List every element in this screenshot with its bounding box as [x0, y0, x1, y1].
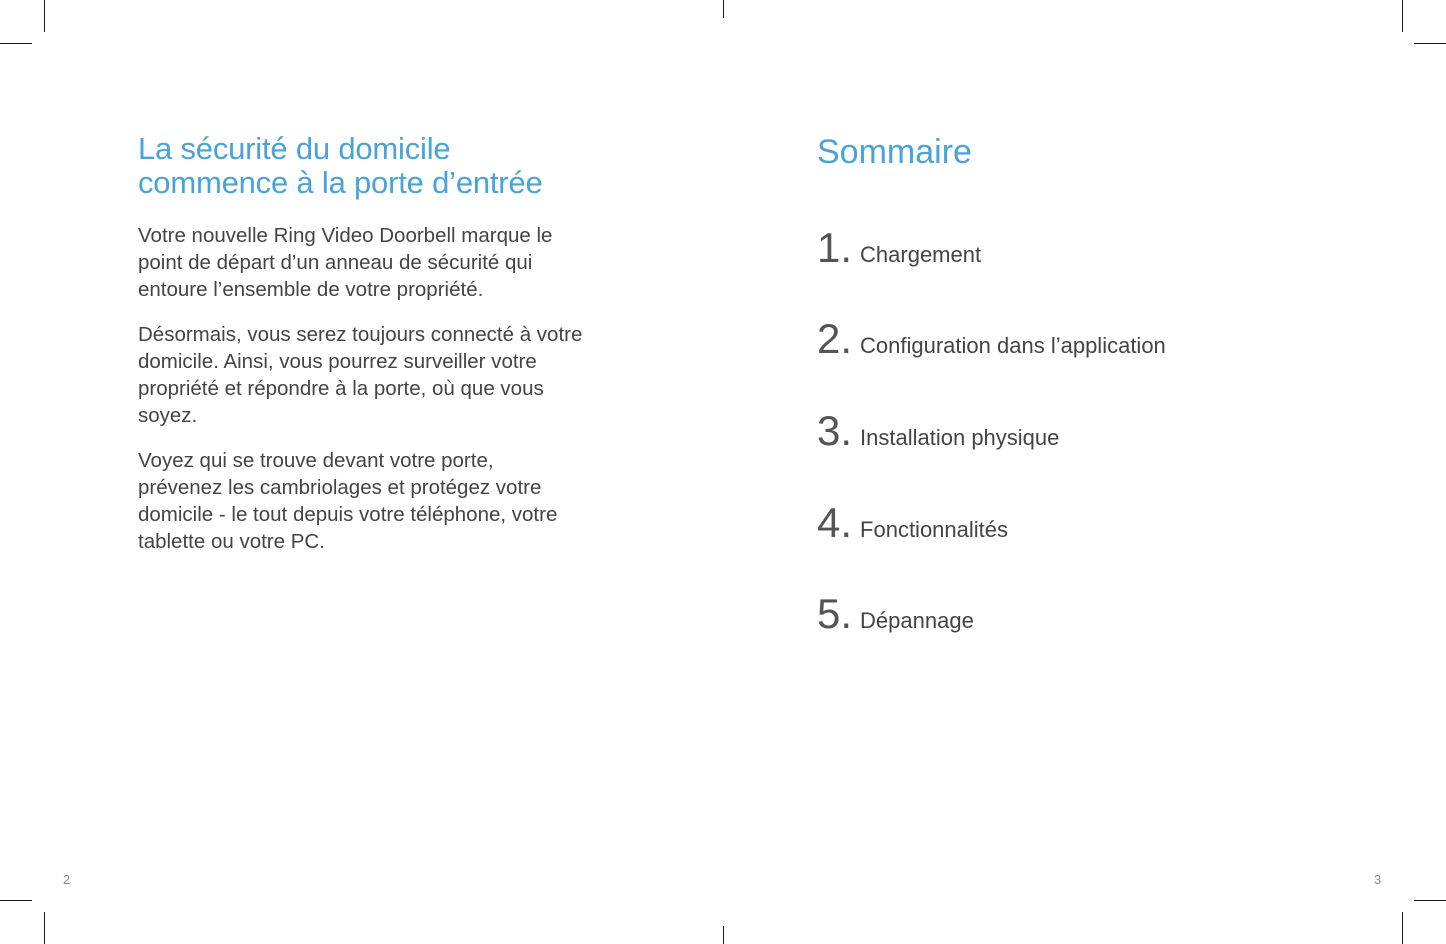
- paragraph-line: entoure l’ensemble de votre propriété.: [138, 278, 484, 301]
- intro-paragraph: [138, 321, 638, 429]
- toc-item[interactable]: [817, 407, 1060, 454]
- toc-item[interactable]: [817, 499, 1009, 546]
- toc-item-label: Configuration dans l’application: [860, 333, 1166, 358]
- toc-item-number: 1.: [817, 224, 853, 271]
- toc-page: [817, 132, 1337, 637]
- intro-paragraph: [138, 447, 638, 555]
- paragraph-line: point de départ d’un anneau de sécurité qui: [138, 251, 533, 274]
- toc-item-number: 4.: [817, 499, 853, 546]
- paragraph-line: soyez.: [138, 404, 198, 427]
- paragraph-line: domicile - le tout depuis votre téléphone, votre: [138, 503, 558, 526]
- toc-item-number: 3.: [817, 407, 853, 454]
- toc-item-label: Fonctionnalités: [860, 517, 1009, 542]
- crop-mark: [1402, 0, 1403, 32]
- paragraph-line: tablette ou votre PC.: [138, 530, 325, 553]
- intro-paragraph: [138, 222, 638, 303]
- crop-mark: [723, 926, 724, 944]
- crop-mark: [723, 0, 724, 18]
- paragraph-line: domicile. Ainsi, vous pourrez surveiller votre: [138, 350, 537, 373]
- toc-item-label: Dépannage: [860, 608, 974, 633]
- crop-mark: [1402, 912, 1403, 944]
- toc-item[interactable]: [817, 315, 1166, 362]
- crop-mark: [1414, 900, 1446, 901]
- paragraph-line: Votre nouvelle Ring Video Doorbell marque le: [138, 224, 553, 247]
- intro-heading-line: La sécurité du domicile: [138, 131, 451, 166]
- page-number-right: 3: [1374, 872, 1382, 887]
- paragraph-line: Désormais, vous serez toujours connecté à votre: [138, 323, 583, 346]
- toc-title: Sommaire: [817, 133, 972, 171]
- crop-mark: [0, 900, 32, 901]
- crop-mark: [44, 0, 45, 32]
- crop-mark: [1414, 43, 1446, 44]
- intro-page: [138, 132, 638, 573]
- toc-item[interactable]: [817, 590, 974, 637]
- toc-item[interactable]: [817, 224, 982, 271]
- paragraph-line: prévenez les cambriolages et protégez votre: [138, 476, 542, 499]
- page-number-left: 2: [63, 872, 71, 887]
- paragraph-line: propriété et répondre à la porte, où que vous: [138, 377, 544, 400]
- crop-mark: [44, 912, 45, 944]
- paragraph-line: Voyez qui se trouve devant votre porte,: [138, 449, 494, 472]
- toc-item-number: 5.: [817, 590, 853, 637]
- toc-item-label: Chargement: [860, 242, 982, 267]
- crop-mark: [0, 43, 32, 44]
- intro-heading: [138, 132, 638, 200]
- toc-item-number: 2.: [817, 315, 853, 362]
- toc-item-label: Installation physique: [860, 425, 1060, 450]
- intro-heading-line: commence à la porte d’entrée: [138, 165, 543, 200]
